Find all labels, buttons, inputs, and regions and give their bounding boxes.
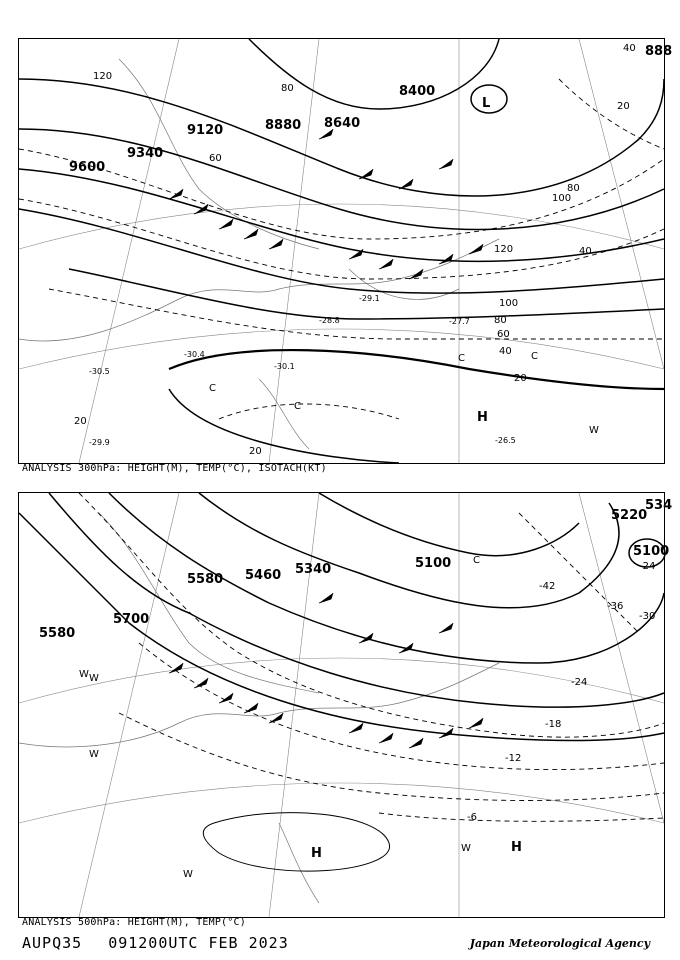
- height-label: 5580: [39, 626, 76, 641]
- high-marker: H: [511, 840, 522, 855]
- map-panel-500hpa: [18, 492, 673, 918]
- isotach-label: 40: [499, 346, 512, 357]
- graticule: [19, 493, 664, 917]
- warm-marker: W: [89, 673, 99, 684]
- temp-label: -42: [539, 581, 556, 592]
- cold-marker: C: [458, 353, 465, 364]
- height-contours: [19, 39, 664, 463]
- chart-identifier: [22, 934, 315, 952]
- temp-label: -18: [545, 719, 562, 730]
- map-panel-300hpa: [18, 38, 673, 464]
- system-markers: [209, 96, 599, 436]
- cold-marker: C: [531, 351, 538, 362]
- height-label: 8640: [324, 116, 361, 131]
- high-marker: H: [477, 410, 488, 425]
- height-label: 5460: [245, 568, 282, 583]
- system-markers: [79, 555, 522, 880]
- warm-marker: W: [461, 843, 471, 854]
- isotach-label: 20: [74, 416, 87, 427]
- wind-barbs: [169, 593, 483, 748]
- isotach-label: 100: [499, 298, 519, 309]
- temp-label: -24: [571, 677, 588, 688]
- temp-label: -29.9: [89, 438, 110, 447]
- temp-label: -26.5: [495, 436, 516, 445]
- isotach-label: 40: [579, 246, 592, 257]
- temp-label: -24: [639, 561, 656, 572]
- height-label: 8880: [265, 118, 302, 133]
- warm-marker: W: [589, 425, 599, 436]
- cold-marker: C: [209, 383, 216, 394]
- isotach-label: 120: [93, 71, 113, 82]
- isotach-label: 120: [494, 244, 514, 255]
- height-label: 534: [645, 498, 673, 513]
- height-label: 9120: [187, 123, 224, 138]
- cold-marker: C: [294, 401, 301, 412]
- temp-label: -30.1: [274, 362, 295, 371]
- height-labels: [69, 44, 672, 175]
- temp-label: -29.1: [359, 294, 380, 303]
- warm-marker: W: [183, 869, 193, 880]
- height-labels: [39, 498, 672, 641]
- height-contours: [19, 493, 665, 871]
- map-500hpa: [19, 493, 673, 917]
- height-label: 5220: [611, 508, 648, 523]
- height-label: 8400: [399, 84, 436, 99]
- isotach-label: 20: [617, 101, 630, 112]
- temp-label: -27.7: [449, 317, 470, 326]
- height-label: 5100: [415, 556, 452, 571]
- high-marker: H: [311, 846, 322, 861]
- caption-500hpa: ANALYSIS 500hPa: HEIGHT(M), TEMP(°C): [22, 917, 246, 928]
- isotach-label: 40: [623, 43, 636, 54]
- product-code: AUPQ35: [22, 934, 83, 952]
- isotach-label: 80: [281, 83, 294, 94]
- warm-marker: W: [79, 669, 89, 680]
- caption-300hpa: ANALYSIS 300hPa: HEIGHT(M), TEMP(°C), ISOTACH(KT): [22, 463, 327, 474]
- height-label: 5340: [295, 562, 332, 577]
- warm-marker: W: [89, 749, 99, 760]
- temp-label: -28.8: [319, 316, 340, 325]
- agency-credit: Japan Meteorological Agency: [469, 937, 650, 950]
- cold-marker: C: [473, 555, 480, 566]
- height-label: 5100: [633, 544, 670, 559]
- isotach-label: 60: [209, 153, 222, 164]
- height-label: 5580: [187, 572, 224, 587]
- isotach-label: 80: [494, 315, 507, 326]
- height-label: 888: [645, 44, 673, 59]
- temp-labels: [89, 294, 519, 447]
- valid-time: 091200UTC FEB 2023: [108, 934, 289, 952]
- isotach-label: 60: [497, 329, 510, 340]
- isotach-label: 20: [249, 446, 262, 457]
- temp-label: -30.4: [184, 350, 205, 359]
- low-marker: L: [482, 96, 491, 111]
- height-label: 9340: [127, 146, 164, 161]
- height-label: 5700: [113, 612, 150, 627]
- coastline: [19, 59, 499, 449]
- temp-label: -12: [505, 753, 522, 764]
- isotach-label: 100: [552, 193, 572, 204]
- isotach-label: 80: [567, 183, 580, 194]
- temp-label: -36: [607, 601, 624, 612]
- temp-label: -30: [639, 611, 656, 622]
- temp-label: -30.5: [89, 367, 110, 376]
- temp-label: -6: [467, 812, 477, 823]
- height-label: 9600: [69, 160, 106, 175]
- map-300hpa: [19, 39, 673, 463]
- isotach-label: 20: [514, 373, 527, 384]
